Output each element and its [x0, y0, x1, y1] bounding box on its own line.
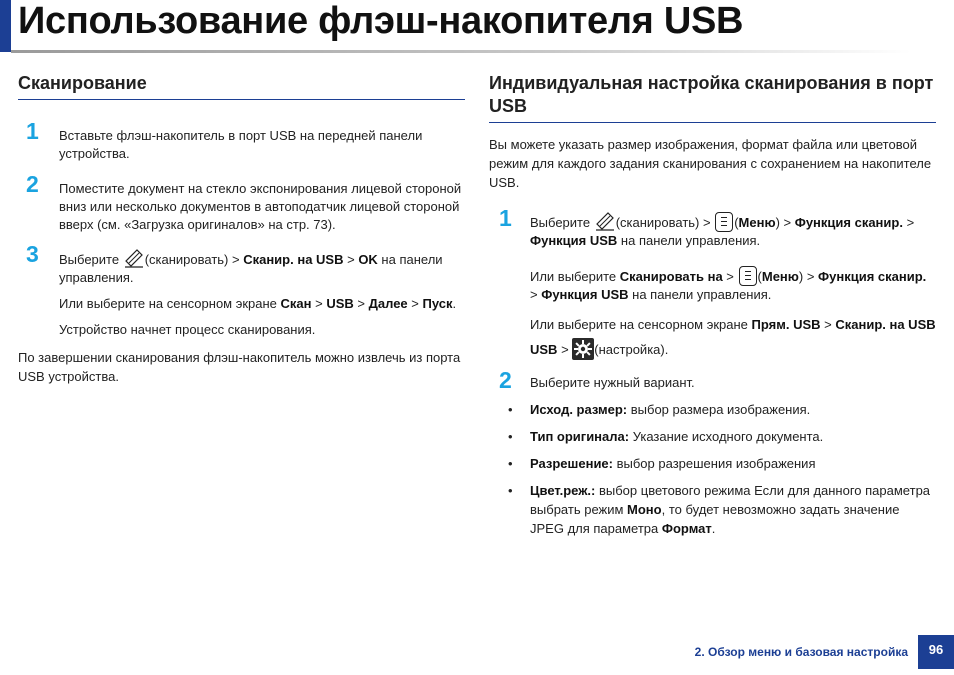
step-number: 2 — [499, 367, 512, 393]
options-list — [465, 400, 936, 538]
menu-icon — [739, 266, 757, 286]
scan-icon — [123, 247, 145, 269]
section-heading-scanning: Сканирование — [18, 72, 465, 100]
step-status-text: Устройство начнет процесс сканирования. — [59, 322, 316, 337]
right-column — [489, 72, 936, 538]
left-column — [18, 72, 465, 386]
step-text: Вставьте флэш-накопитель в порт USB на передней панели устройства. — [59, 128, 423, 161]
list-item: • Тип оригинала: Указание исходного документа. — [530, 427, 936, 446]
step-text: Выберите (сканировать) > (Меню) > Функция сканир. > Функция USB на панели управления. — [530, 210, 936, 250]
step-2 — [18, 171, 465, 234]
header-rule — [11, 50, 911, 53]
custom-step-1 — [489, 205, 936, 362]
list-item: • Исход. размер: выбор размера изображения. — [530, 400, 936, 419]
section-heading-custom-scan: Индивидуальная настройка сканирования в порт USB — [489, 72, 936, 123]
page-header — [0, 0, 954, 56]
header-accent-bar — [0, 0, 11, 52]
step-1 — [18, 118, 465, 163]
chapter-title: 2. Обзор меню и базовая настройка — [694, 645, 908, 659]
step-number: 1 — [26, 118, 39, 144]
step-text: Выберите нужный вариант. — [530, 375, 695, 390]
custom-step-2 — [489, 367, 936, 393]
step-text: Выберите (сканировать) > Сканир. на USB > OK на панели управления. — [59, 247, 465, 287]
gear-icon — [572, 338, 594, 360]
step-number: 2 — [26, 171, 39, 197]
step-3 — [18, 241, 465, 339]
step-number: 3 — [26, 241, 39, 267]
scan-icon — [594, 210, 616, 232]
list-item: • Цвет.реж.: выбор цветового режима Если для данного параметра выбрать режим Моно, то будет невозможно задать значение JPEG для параметра Формат. — [530, 481, 936, 538]
page-title: Использование флэш-накопителя USB — [18, 0, 744, 42]
after-scan-text: По завершении сканирования флэш-накопитель можно извлечь из порта USB устройства. — [18, 350, 461, 384]
page-number: 96 — [918, 635, 954, 669]
menu-icon — [715, 212, 733, 232]
step-touchscreen-text: Или выберите на сенсорном экране Прям. USB > Сканир. на USB USB > (настройка). — [530, 312, 936, 362]
step-number: 1 — [499, 205, 512, 231]
step-alt-text: Или выберите Сканировать на > (Меню) > Функция сканир. > Функция USB на панели управления. — [530, 266, 936, 304]
step-alt-text: Или выберите на сенсорном экране Скан > USB > Далее > Пуск. — [59, 296, 457, 311]
step-text: Поместите документ на стекло экспонирования лицевой стороной вниз или несколько документов в автоподатчик лицевой стороной вверх (см. «Загрузка оригиналов» на стр. 73). — [59, 181, 462, 232]
intro-text: Вы можете указать размер изображения, формат файла или цветовой режим для каждого задания сканирования с сохранением на накопителе USB. — [489, 137, 932, 190]
list-item: • Разрешение: выбор разрешения изображения — [530, 454, 936, 473]
page-footer — [0, 635, 954, 675]
